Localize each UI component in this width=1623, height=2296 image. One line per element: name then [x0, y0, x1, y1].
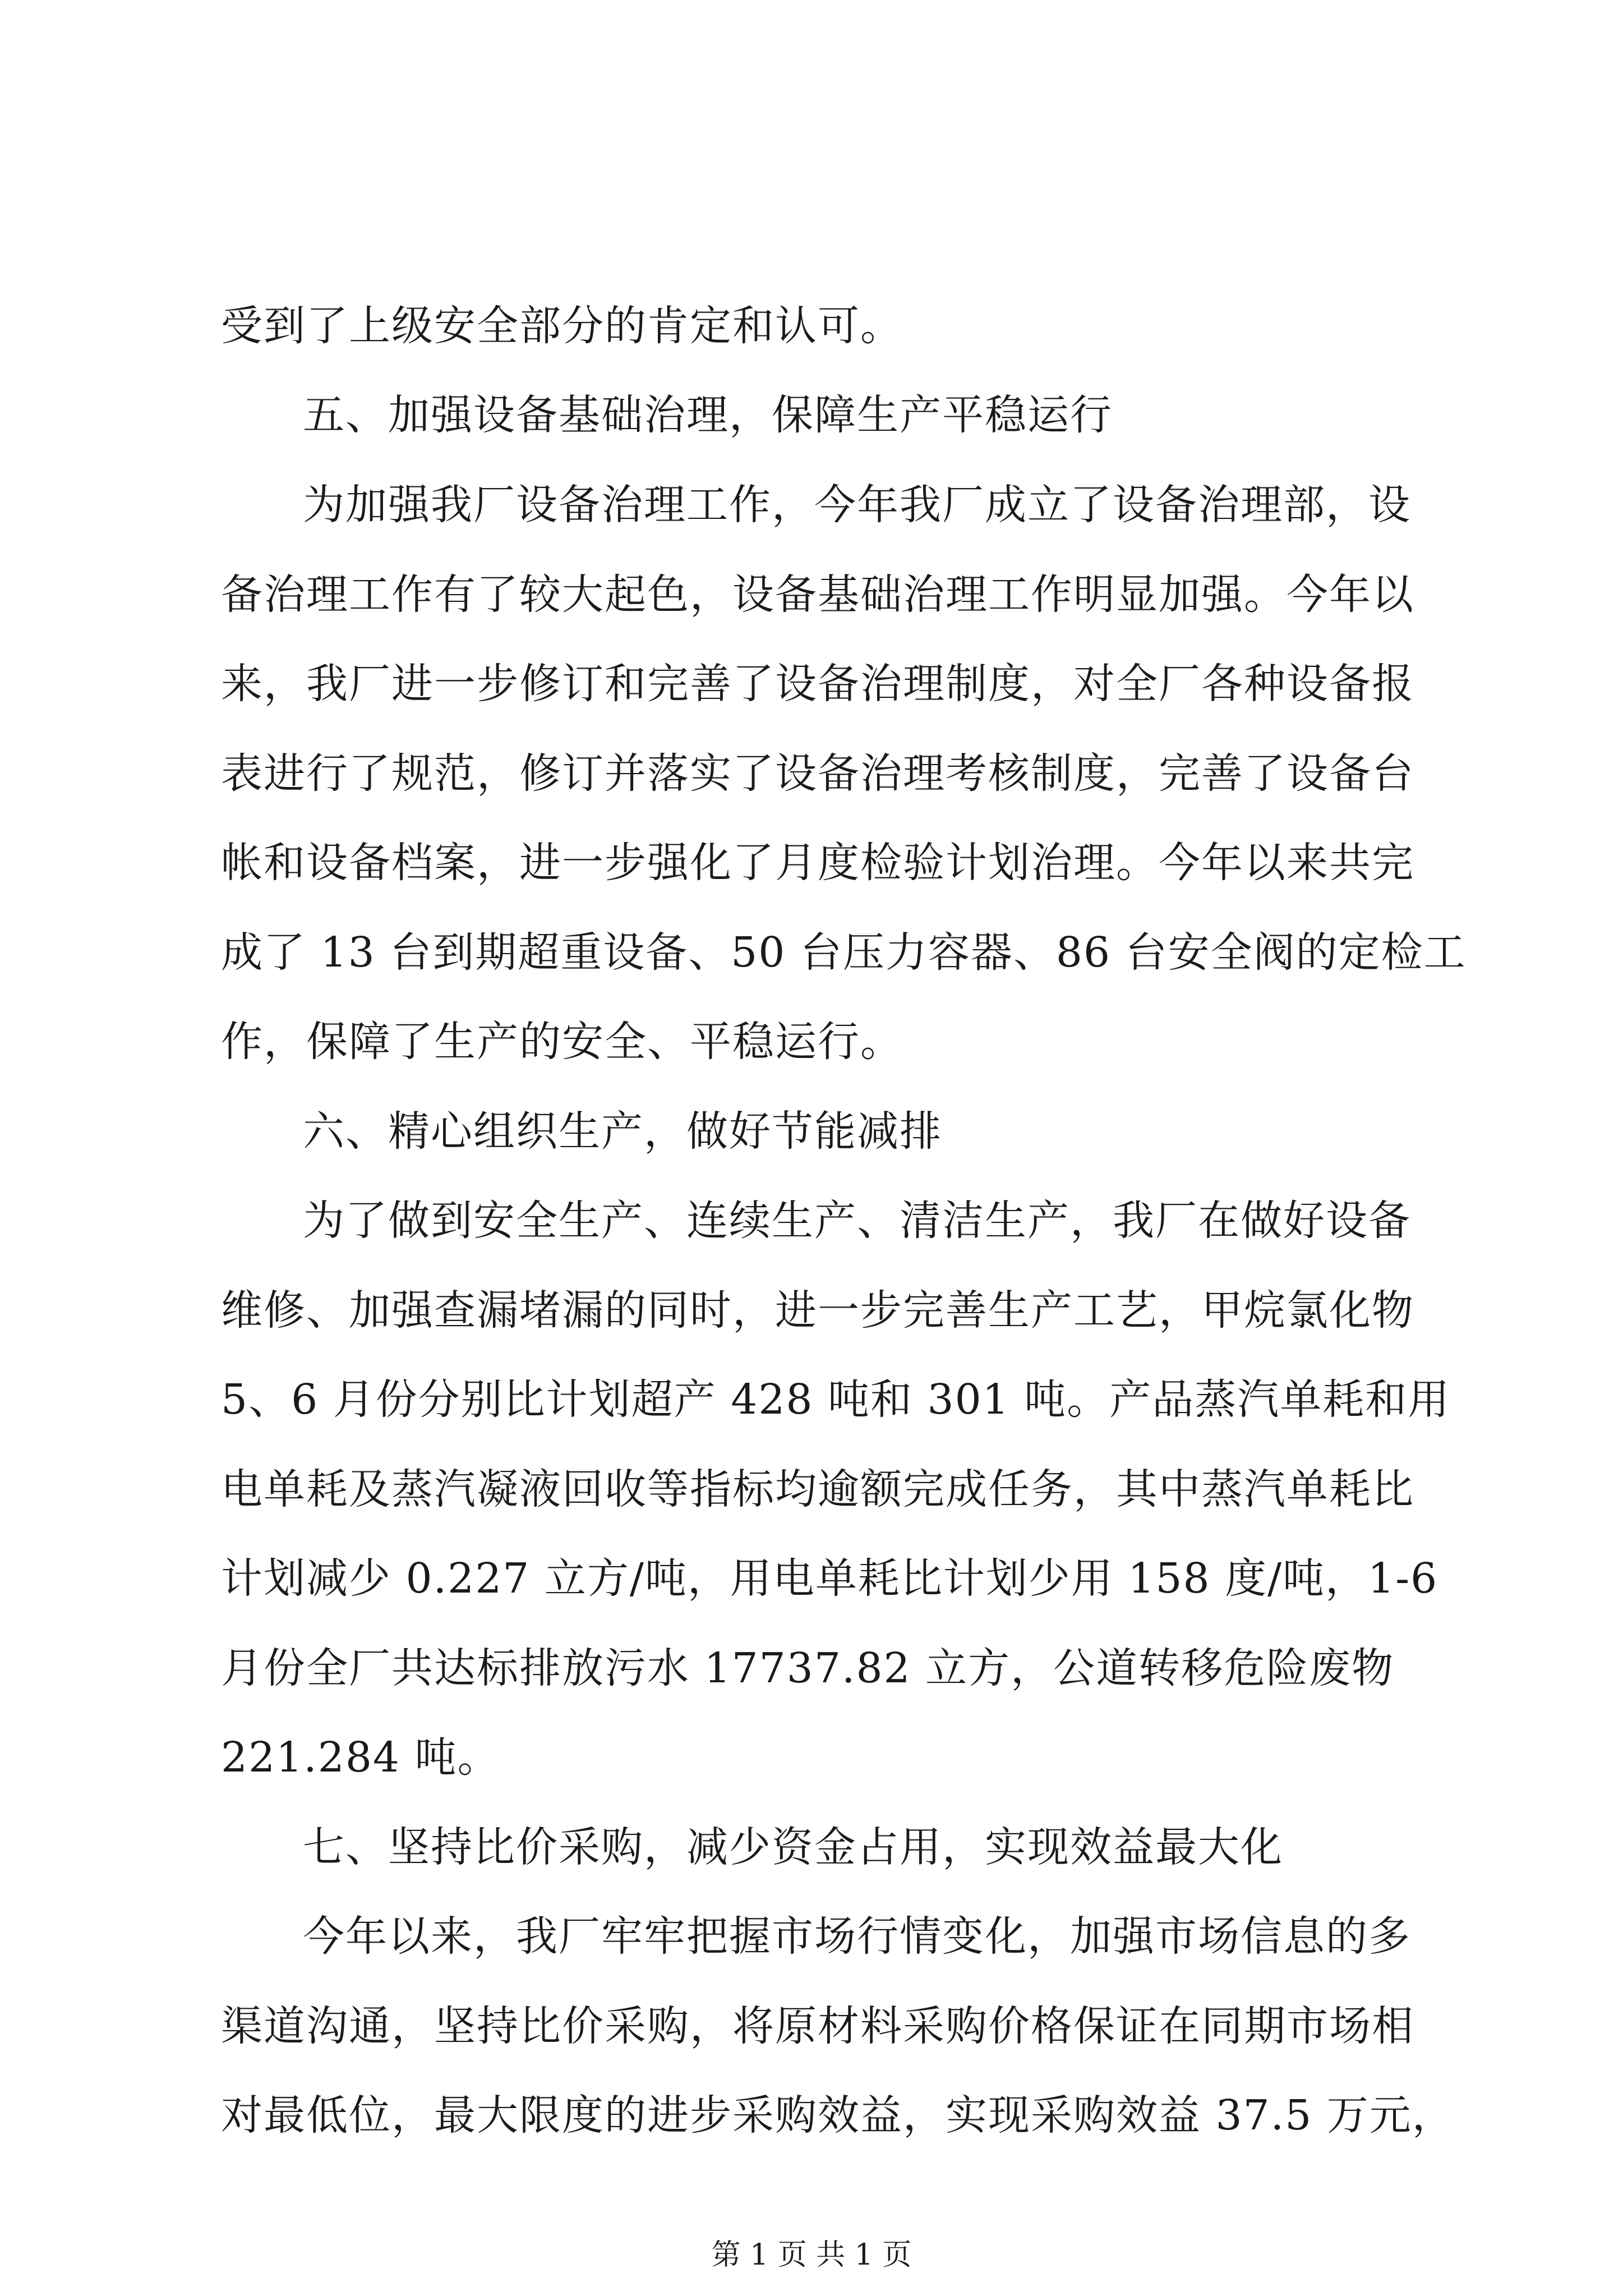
- body-line: 备治理工作有了较大起色，设备基础治理工作明显加强。今年以: [221, 570, 1414, 619]
- body-line: 渠道沟通，坚持比价采购，将原材料采购价格保证在同期市场相: [221, 2002, 1414, 2050]
- body-line: 计划减少 0.227 立方/吨，用电单耗比计划少用 158 度/吨，1-6: [221, 1554, 1438, 1603]
- body-line: 受到了上级安全部分的肯定和认可。: [221, 302, 903, 350]
- body-line: 221.284 吨。: [221, 1733, 500, 1782]
- body-line: 帐和设备档案，进一步强化了月度检验计划治理。今年以来共完: [221, 839, 1414, 887]
- body-line: 为了做到安全生产、连续生产、清洁生产，我厂在做好设备: [303, 1197, 1411, 1245]
- body-line: 成了 13 台到期超重设备、50 台压力容器、86 台安全阀的定检工: [221, 928, 1467, 977]
- body-line: 表进行了规范，修订并落实了设备治理考核制度，完善了设备台: [221, 749, 1414, 798]
- body-line: 今年以来，我厂牢牢把握市场行情变化，加强市场信息的多: [303, 1912, 1411, 1961]
- section-heading: 五、加强设备基础治理，保障生产平稳运行: [303, 391, 1113, 439]
- body-line: 来，我厂进一步修订和完善了设备治理制度，对全厂各种设备报: [221, 660, 1414, 708]
- body-line: 对最低位，最大限度的进步采购效益，实现采购效益 37.5 万元，: [221, 2091, 1455, 2139]
- body-line: 电单耗及蒸汽凝液回收等指标均逾额完成任务，其中蒸汽单耗比: [221, 1465, 1414, 1513]
- body-line: 5、6 月份分别比计划超产 428 吨和 301 吨。产品蒸汽单耗和用: [221, 1375, 1451, 1424]
- body-line: 为加强我厂设备治理工作，今年我厂成立了设备治理部，设: [303, 481, 1411, 529]
- body-line: 作，保障了生产的安全、平稳运行。: [221, 1018, 903, 1066]
- body-line: 月份全厂共达标排放污水 17737.82 立方，公道转移危险废物: [221, 1644, 1395, 1692]
- body-line: 维修、加强查漏堵漏的同时，进一步完善生产工艺，甲烷氯化物: [221, 1286, 1414, 1335]
- page-footer: 第 1 页 共 1 页: [711, 2238, 912, 2272]
- section-heading: 六、精心组织生产，做好节能减排: [303, 1107, 942, 1156]
- section-heading: 七、坚持比价采购，减少资金占用，实现效益最大化: [303, 1823, 1283, 1871]
